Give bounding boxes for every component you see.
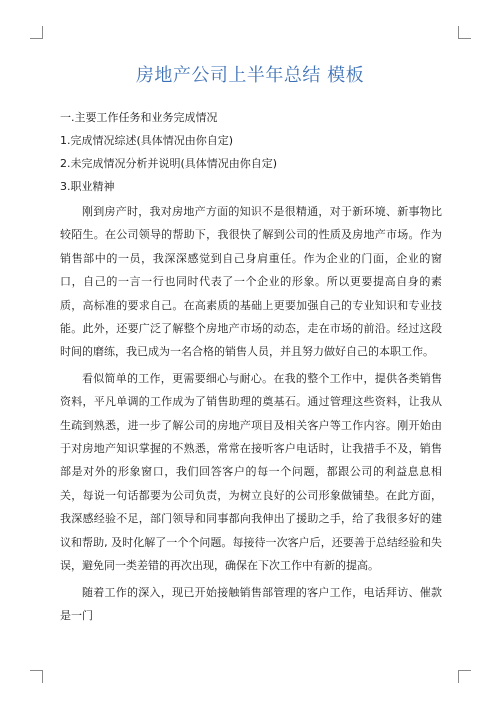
- document-body: [60, 108, 442, 630]
- crop-mark-top-right: [458, 26, 471, 39]
- crop-mark-top-left: [30, 26, 43, 39]
- body-paragraph-1: 刚到房产时，我对房地产方面的知识不是很精通，对于新环境、新事物比较陌生。在公司领导的帮助下，我很快了解到公司的性质及房地产市场。作为销售部中的一员，我深深感觉到自己身肩重任。作为企业的门面，企业的窗口，自己的一言一行也同时代表了一个企业的形象。所以更要提高自身的素质，高标准的要求自己。在高素质的基础上更要加强自己的专业知识和专业技能。此外，还要广泛了解整个房地产市场的动态，走在市场的前沿。经过这段时间的磨练，我已成为一名合格的销售人员，并且努力做好自己的本职工作。: [60, 205, 442, 359]
- subsection-heading-3: 3.职业精神: [60, 180, 115, 193]
- body-paragraph-3: 随着工作的深入，现已开始接触销售部管理的客户工作，电话拜访、催款是一门: [60, 585, 442, 622]
- subsection-heading-2: 2.未完成情况分析并说明(具体情况由你自定): [60, 157, 278, 170]
- subsection-heading-1: 1.完成情况综述(具体情况由你自定): [60, 134, 234, 147]
- document-title: 房地产公司上半年总结 模板: [135, 65, 365, 86]
- crop-mark-bottom-left: [30, 670, 43, 683]
- crop-mark-bottom-right: [458, 670, 471, 683]
- section-heading: 一.主要工作任务和业务完成情况: [60, 111, 218, 124]
- body-paragraph-2: 看似简单的工作，更需要细心与耐心。在我的整个工作中，提供各类销售资料，平凡单调的工作成为了销售助理的奠基石。通过管理这些资料，让我从生疏到熟悉，进一步了解公司的房地产项目及相关客户等工作内容。刚开始由于对房地产知识掌握的不熟悉，常常在接听客户电话时，让我措手不及，销售部是对外的形象窗口，我们回答客户的每一个问题，都跟公司的利益息息相关，每说一句话都要为公司负责，为树立良好的公司形象做铺垫。在此方面，我深感经验不足，部门领导和同事都向我伸出了援助之手，给了我很多好的建议和帮助, 及时化解了一个个问题。每接待一次客户后，还要善于总结经验和失误，避免同一类差错的再次出现，确保在下次工作中有新的提高。: [60, 371, 442, 573]
